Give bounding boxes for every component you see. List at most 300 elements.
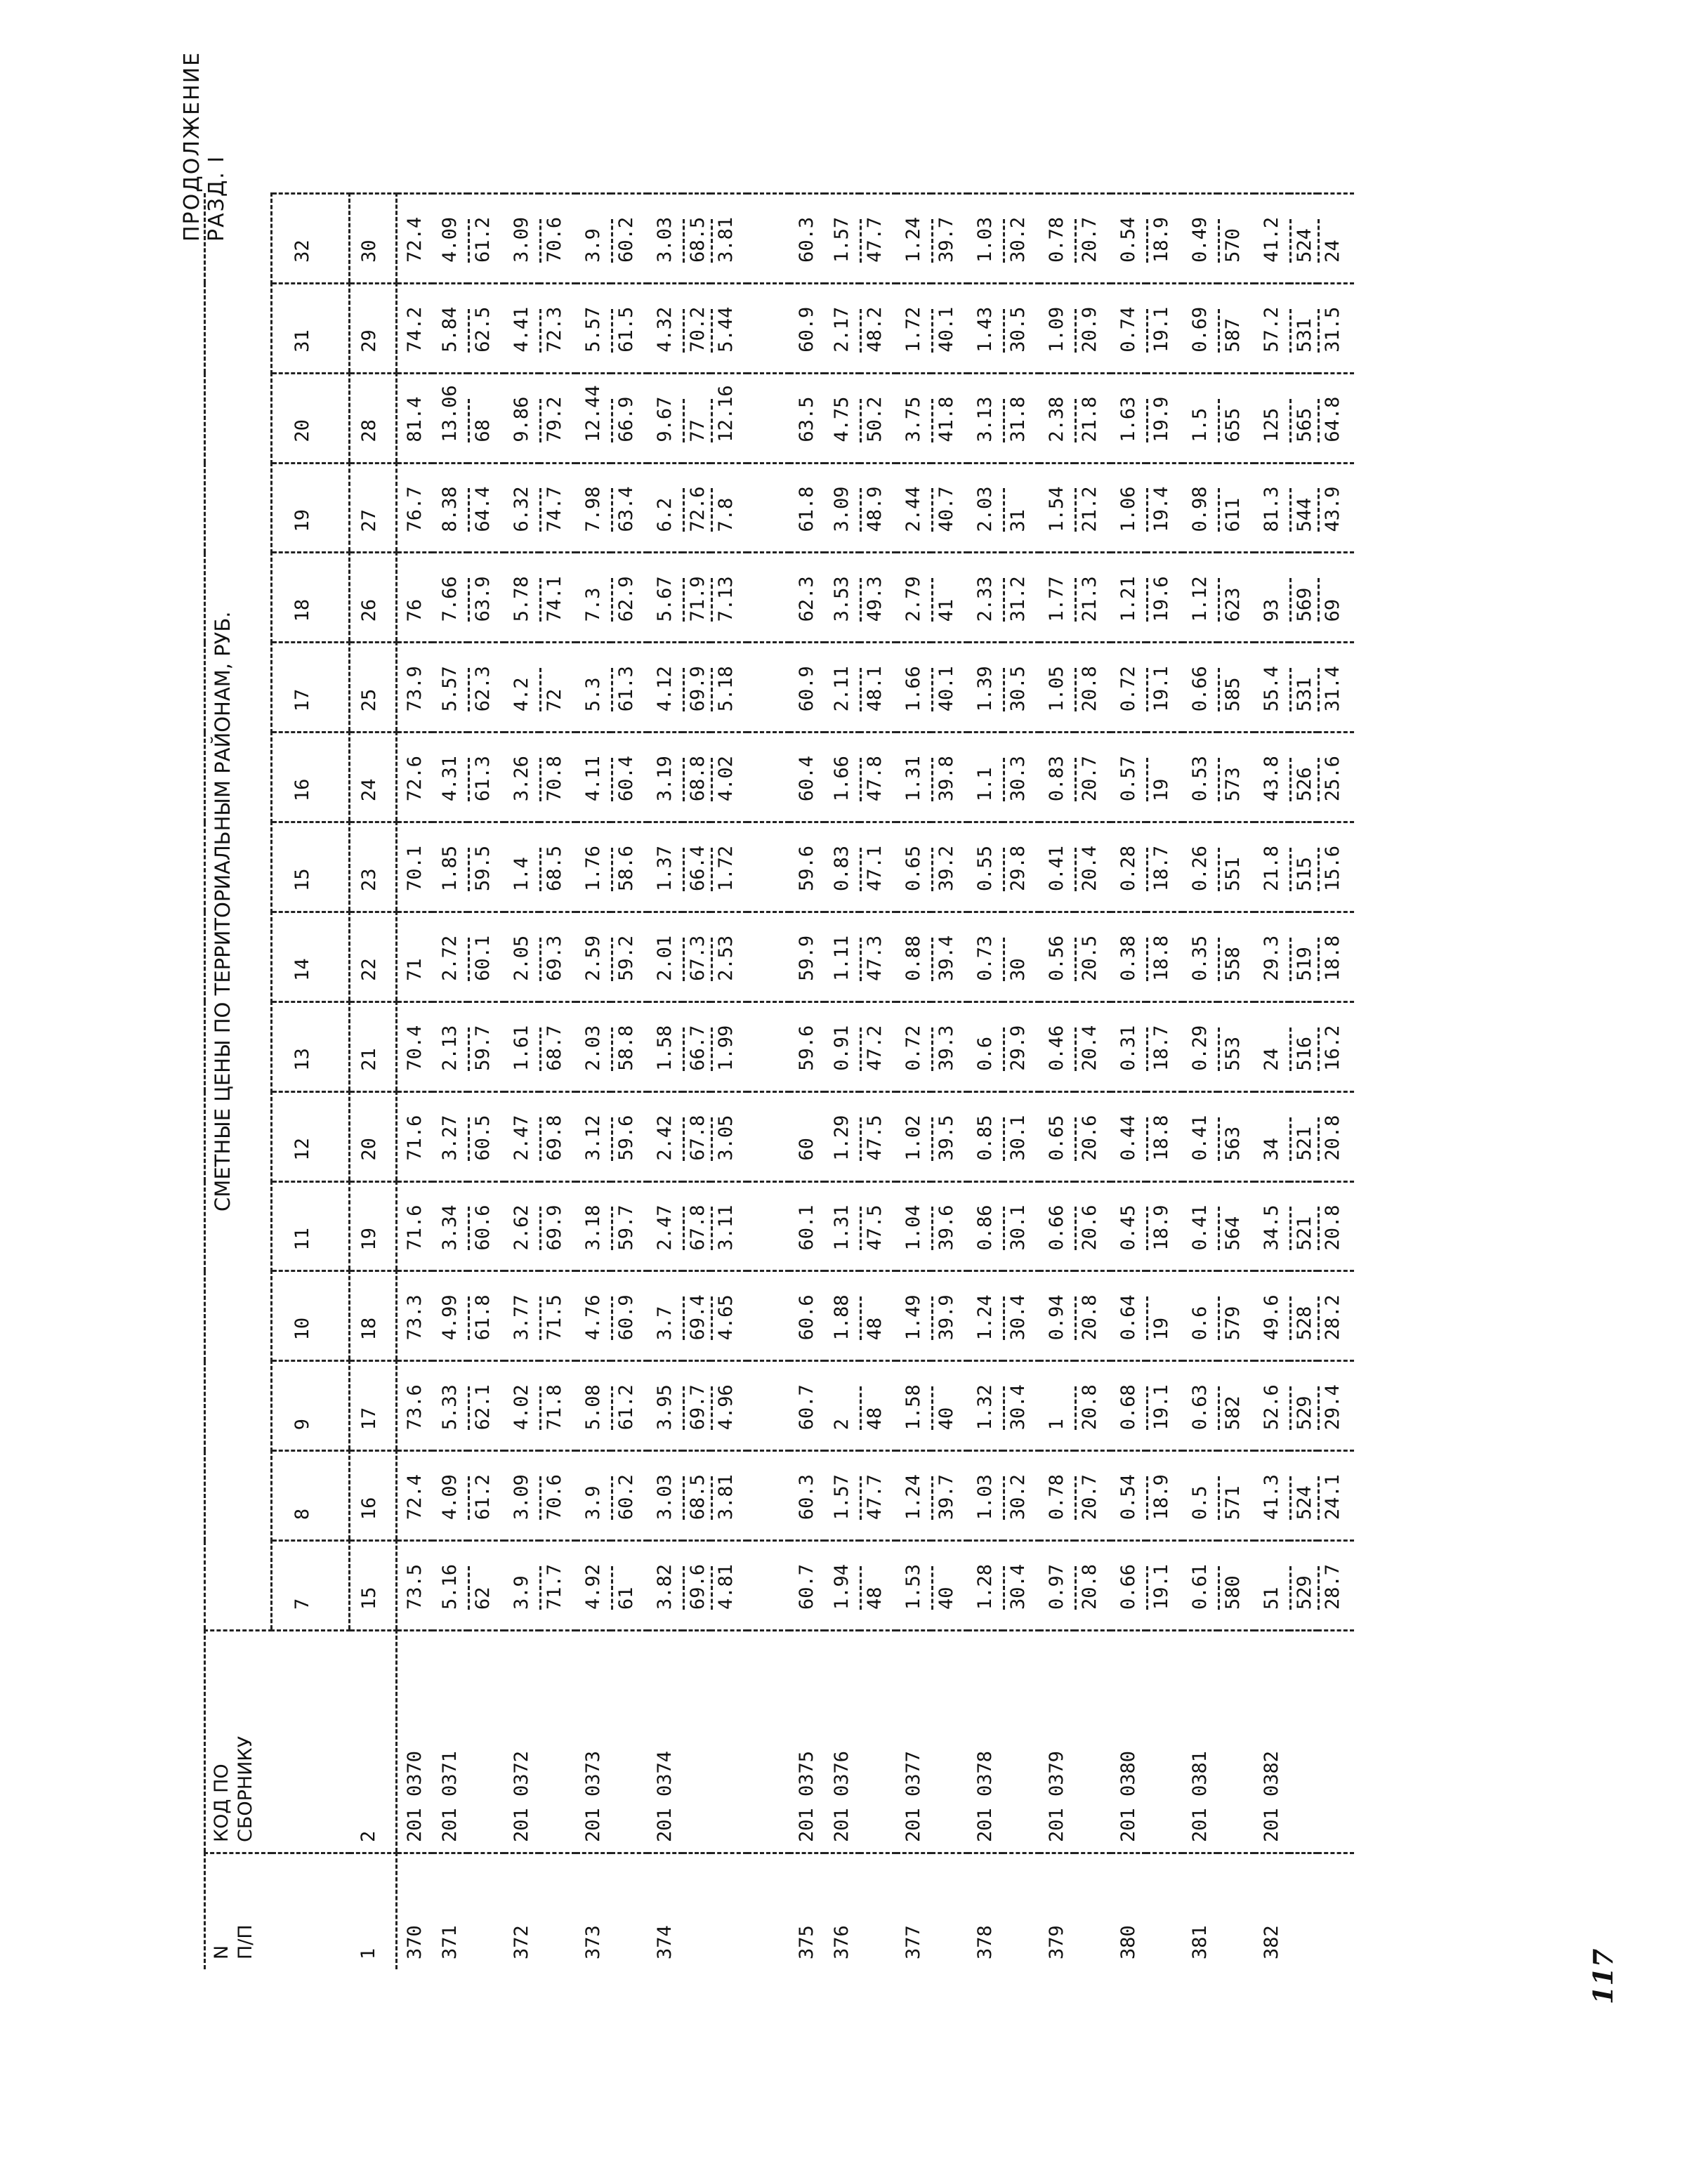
- price-value: 63.4: [615, 486, 637, 532]
- price-value: 19.1: [1150, 306, 1172, 353]
- price-value: 16.2: [1322, 1025, 1344, 1071]
- price-value: 59.6: [615, 1115, 637, 1161]
- column-index-19: 19: [350, 1181, 397, 1271]
- dash-separator: [468, 489, 470, 532]
- table-row: [397, 194, 433, 1970]
- price-value: 587: [1222, 317, 1244, 353]
- price-value: 0.55: [974, 845, 996, 891]
- dash-separator: [1218, 578, 1220, 622]
- price-value: 0.54: [1117, 216, 1139, 263]
- dash-separator: [1075, 399, 1077, 442]
- column-index-30: 30: [350, 194, 397, 284]
- price-value: 5.44: [715, 306, 737, 353]
- price-value: 60.4: [615, 756, 637, 802]
- dash-separator: [1075, 1296, 1077, 1340]
- price-value: 60.9: [796, 306, 817, 353]
- dash-separator: [539, 1117, 541, 1161]
- price-value: 48: [864, 1317, 886, 1341]
- price-value: 69.9: [544, 1204, 565, 1251]
- dash-separator: [711, 848, 713, 891]
- price-value: 1.43: [974, 306, 996, 353]
- price-value: 71.6: [404, 1115, 426, 1161]
- price-value: 13.06: [439, 385, 461, 442]
- price-value: 64.4: [472, 486, 494, 532]
- price-value: 0.65: [902, 845, 924, 891]
- header-zone-17: 17: [272, 643, 350, 733]
- row-code: 201 0371: [433, 1631, 468, 1853]
- dash-separator: [1218, 1386, 1220, 1430]
- price-value: 2.47: [654, 1204, 676, 1251]
- price-value: 4.81: [715, 1563, 737, 1610]
- dash-separator: [711, 1566, 713, 1610]
- price-value: 60.7: [796, 1563, 817, 1610]
- price-value: 66.7: [687, 1025, 709, 1071]
- price-value: 67.8: [687, 1115, 709, 1161]
- price-value: 655: [1222, 407, 1244, 442]
- price-value: 18.7: [1150, 845, 1172, 891]
- price-value: 39.6: [935, 1204, 957, 1251]
- price-value: 0.41: [1189, 1115, 1211, 1161]
- price-value: 2.33: [974, 576, 996, 622]
- column-index-22: 22: [350, 912, 397, 1002]
- price-value: 558: [1222, 947, 1244, 981]
- price-value: 24: [1322, 239, 1344, 263]
- price-value: 48: [864, 1587, 886, 1610]
- dash-separator: [711, 668, 713, 711]
- price-value: 20.8: [1079, 1384, 1101, 1431]
- price-value: 71.7: [544, 1563, 565, 1610]
- price-value: 1.24: [902, 216, 924, 263]
- price-value: 569: [1294, 587, 1315, 622]
- price-value: 59.2: [615, 935, 637, 981]
- price-value: 0.61: [1189, 1563, 1211, 1610]
- price-value: 70.2: [687, 306, 709, 353]
- price-value: 1.21: [1117, 576, 1139, 622]
- price-value: 3.26: [511, 756, 532, 802]
- dash-separator: [1318, 309, 1320, 353]
- price-value: 551: [1222, 857, 1244, 891]
- price-value: 0.74: [1117, 306, 1139, 353]
- price-value: 2.13: [439, 1025, 461, 1071]
- price-value: 62.9: [615, 576, 637, 622]
- price-value: 4.11: [582, 756, 604, 802]
- price-value: 4.12: [654, 666, 676, 712]
- price-value: 30: [1007, 958, 1029, 981]
- dash-separator: [468, 848, 470, 891]
- price-value: 59.6: [796, 1025, 817, 1071]
- dash-separator: [468, 309, 470, 353]
- price-value: 71.6: [404, 1204, 426, 1251]
- price-value: 1.4: [511, 857, 532, 891]
- header-zone-12: 12: [272, 1091, 350, 1181]
- price-value: 60.3: [796, 1474, 817, 1521]
- dash-separator: [860, 309, 862, 353]
- price-value: 64.8: [1322, 396, 1344, 442]
- price-value: 5.18: [715, 666, 737, 712]
- dash-separator: [860, 219, 862, 263]
- price-value: 0.41: [1046, 845, 1068, 891]
- price-value: 1.94: [831, 1563, 853, 1610]
- dash-separator: [539, 1296, 541, 1340]
- dash-separator: [611, 1296, 613, 1340]
- price-value: 20.8: [1079, 1294, 1101, 1341]
- price-value: 0.41: [1189, 1204, 1211, 1251]
- header-zone-11: 11: [272, 1181, 350, 1271]
- table-row: [860, 194, 896, 1970]
- price-value: 20.8: [1079, 666, 1101, 712]
- dash-separator: [468, 1207, 470, 1251]
- price-value: 4.32: [654, 306, 676, 353]
- price-value: 0.56: [1046, 935, 1068, 981]
- price-value: 41: [935, 598, 957, 622]
- dash-separator: [1146, 1296, 1148, 1340]
- dash-separator: [711, 309, 713, 353]
- price-value: 61.2: [615, 1384, 637, 1431]
- price-value: 31: [1007, 508, 1029, 532]
- dash-separator: [931, 1117, 933, 1161]
- price-value: 7.66: [439, 576, 461, 622]
- price-value: 62.1: [472, 1384, 494, 1431]
- price-value: 0.83: [1046, 756, 1068, 802]
- price-value: 1.88: [831, 1294, 853, 1341]
- dash-separator: [860, 1566, 862, 1610]
- dash-separator: [1218, 1027, 1220, 1071]
- dash-separator: [611, 399, 613, 442]
- dash-separator: [860, 1027, 862, 1071]
- price-value: 30.1: [1007, 1115, 1029, 1161]
- dash-separator: [1146, 848, 1148, 891]
- price-value: 31.2: [1007, 576, 1029, 622]
- price-value: 3.09: [511, 1474, 532, 1521]
- price-value: 20.5: [1079, 935, 1101, 981]
- price-value: 19.1: [1150, 1563, 1172, 1610]
- dash-separator: [1003, 489, 1005, 532]
- price-value: 2.38: [1046, 396, 1068, 442]
- row-number: 381: [1183, 1853, 1218, 1970]
- dash-separator: [468, 1296, 470, 1340]
- price-value: 73.3: [404, 1294, 426, 1341]
- price-value: 60: [796, 1138, 817, 1161]
- row-code: 201 0379: [1039, 1631, 1075, 1853]
- price-value: 76.7: [404, 486, 426, 532]
- price-value: 59.5: [472, 845, 494, 891]
- price-value: 31.5: [1322, 306, 1344, 353]
- dash-separator: [468, 578, 470, 622]
- dash-separator: [860, 668, 862, 711]
- row-code: 201 0370: [397, 1631, 433, 1853]
- dash-separator: [1318, 219, 1320, 263]
- price-value: 563: [1222, 1126, 1244, 1161]
- price-value: 521: [1294, 1216, 1315, 1251]
- dash-separator: [611, 668, 613, 711]
- price-value: 74.7: [544, 486, 565, 532]
- dash-separator: [611, 578, 613, 622]
- dash-separator: [1318, 1207, 1320, 1251]
- header-zone-10: 10: [272, 1271, 350, 1361]
- price-value: 70.4: [404, 1025, 426, 1071]
- price-value: 61.3: [615, 666, 637, 712]
- dash-separator: [468, 1117, 470, 1161]
- price-value: 516: [1294, 1036, 1315, 1071]
- price-value: 3.12: [582, 1115, 604, 1161]
- price-value: 0.72: [902, 1025, 924, 1071]
- price-value: 0.94: [1046, 1294, 1068, 1341]
- dash-separator: [539, 578, 541, 622]
- price-value: 61.2: [472, 1474, 494, 1521]
- header-zone-14: 14: [272, 912, 350, 1002]
- price-value: 47.1: [864, 845, 886, 891]
- dash-separator: [1003, 758, 1005, 801]
- dash-separator: [1289, 489, 1292, 532]
- dash-separator: [1146, 578, 1148, 622]
- price-value: 1.66: [902, 666, 924, 712]
- price-value: 1.39: [974, 666, 996, 712]
- dash-separator: [711, 1476, 713, 1520]
- dash-separator: [1003, 848, 1005, 891]
- price-value: 43.8: [1261, 756, 1282, 802]
- price-value: 68.7: [544, 1025, 565, 1071]
- price-value: 0.78: [1046, 1474, 1068, 1521]
- price-value: 74.1: [544, 576, 565, 622]
- price-value: 1.12: [1189, 576, 1211, 622]
- price-value: 47.5: [864, 1115, 886, 1161]
- price-value: 47.7: [864, 1474, 886, 1521]
- price-value: 1.99: [715, 1025, 737, 1071]
- price-value: 0.91: [831, 1025, 853, 1071]
- price-value: 60.3: [796, 216, 817, 263]
- dash-separator: [711, 1117, 713, 1161]
- price-value: 564: [1222, 1216, 1244, 1251]
- price-value: 2.62: [511, 1204, 532, 1251]
- price-value: 3.03: [654, 1474, 676, 1521]
- row-number: 375: [789, 1853, 825, 1970]
- price-value: 0.66: [1189, 666, 1211, 712]
- price-value: 526: [1294, 767, 1315, 802]
- dash-separator: [1289, 1386, 1292, 1430]
- dash-separator: [1003, 1027, 1005, 1071]
- price-value: 1.31: [902, 756, 924, 802]
- price-value: 59.9: [796, 935, 817, 981]
- dash-separator: [1075, 848, 1077, 891]
- row-code: 201 0377: [896, 1631, 931, 1853]
- price-value: 60.2: [615, 1474, 637, 1521]
- price-value: 0.28: [1117, 845, 1139, 891]
- price-value: 3.75: [902, 396, 924, 442]
- price-value: 29.8: [1007, 845, 1029, 891]
- dash-separator: [1146, 489, 1148, 532]
- price-value: 30.1: [1007, 1204, 1029, 1251]
- price-value: 47.7: [864, 216, 886, 263]
- price-value: 0.68: [1117, 1384, 1139, 1431]
- dash-separator: [711, 219, 713, 263]
- price-value: 571: [1222, 1485, 1244, 1521]
- price-value: 62.3: [472, 666, 494, 712]
- price-value: 3.11: [715, 1204, 737, 1251]
- price-value: 29.3: [1261, 935, 1282, 981]
- dash-separator: [711, 578, 713, 622]
- price-value: 0.35: [1189, 935, 1211, 981]
- price-value: 18.9: [1150, 216, 1172, 263]
- dash-separator: [611, 489, 613, 532]
- price-value: 15.6: [1322, 845, 1344, 891]
- price-value: 1.31: [831, 1204, 853, 1251]
- column-index-28: 28: [350, 373, 397, 463]
- price-value: 21.8: [1261, 845, 1282, 891]
- dash-separator: [1075, 309, 1077, 353]
- price-value: 61.3: [472, 756, 494, 802]
- dash-separator: [931, 848, 933, 891]
- dash-separator: [468, 1027, 470, 1071]
- dash-separator: [1289, 309, 1292, 353]
- price-value: 39.3: [935, 1025, 957, 1071]
- dash-separator: [931, 219, 933, 263]
- row-code: 201 0376: [825, 1631, 860, 1853]
- price-value: 1.11: [831, 935, 853, 981]
- dash-separator: [683, 219, 685, 263]
- price-value: 67.3: [687, 935, 709, 981]
- row-number: 379: [1039, 1853, 1075, 1970]
- price-value: 62.3: [796, 576, 817, 622]
- column-index-18: 18: [350, 1271, 397, 1361]
- dash-separator: [611, 848, 613, 891]
- table-row: [1075, 194, 1111, 1970]
- price-value: 62: [472, 1587, 494, 1610]
- price-value: 0.53: [1189, 756, 1211, 802]
- price-value: 3.95: [654, 1384, 676, 1431]
- dash-separator: [1075, 578, 1077, 622]
- price-value: 20.8: [1322, 1115, 1344, 1161]
- price-value: 1.66: [831, 756, 853, 802]
- price-value: 4.09: [439, 216, 461, 263]
- price-value: 60.9: [796, 666, 817, 712]
- price-value: 60.6: [472, 1204, 494, 1251]
- price-value: 1.77: [1046, 576, 1068, 622]
- dash-separator: [1003, 219, 1005, 263]
- dash-separator: [1218, 1117, 1220, 1161]
- table-row: [539, 194, 576, 1970]
- price-value: 66.4: [687, 845, 709, 891]
- price-value: 34: [1261, 1138, 1282, 1161]
- price-value: 5.84: [439, 306, 461, 353]
- dash-separator: [931, 938, 933, 981]
- price-value: 2.53: [715, 935, 737, 981]
- price-value: 18.7: [1150, 1025, 1172, 1071]
- dash-separator: [539, 848, 541, 891]
- table-row: [648, 194, 683, 1970]
- price-value: 1.24: [902, 1474, 924, 1521]
- price-value: 4.76: [582, 1294, 604, 1341]
- price-value: 49.6: [1261, 1294, 1282, 1341]
- price-value: 2.79: [902, 576, 924, 622]
- price-value: 1.02: [902, 1115, 924, 1161]
- price-value: 79.2: [544, 396, 565, 442]
- header-zones-title: СМЕТНЫЕ ЦЕНЫ ПО ТЕРРИТОРИАЛЬНЫМ РАЙОНАМ, РУБ.: [205, 194, 272, 1631]
- price-value: 0.73: [974, 935, 996, 981]
- dash-separator: [468, 668, 470, 711]
- price-value: 0.57: [1117, 756, 1139, 802]
- price-value: 81.3: [1261, 486, 1282, 532]
- price-value: 69.8: [544, 1115, 565, 1161]
- price-value: 30.2: [1007, 1474, 1029, 1521]
- price-value: 515: [1294, 857, 1315, 891]
- price-value: 7.8: [715, 497, 737, 532]
- column-index-23: 23: [350, 822, 397, 912]
- price-value: 39.9: [935, 1294, 957, 1341]
- dash-separator: [711, 1207, 713, 1251]
- price-value: 61.8: [472, 1294, 494, 1341]
- price-value: 3.9: [582, 228, 604, 263]
- dash-separator: [539, 938, 541, 981]
- dash-separator: [860, 848, 862, 891]
- price-value: 4.99: [439, 1294, 461, 1341]
- price-value: 39.8: [935, 756, 957, 802]
- dash-separator: [1318, 668, 1320, 711]
- price-value: 8.38: [439, 486, 461, 532]
- column-index-1: 1: [350, 1853, 397, 1970]
- dash-separator: [1003, 309, 1005, 353]
- dash-separator: [1075, 1027, 1077, 1071]
- dash-separator: [860, 1296, 862, 1340]
- price-value: 77: [687, 419, 709, 442]
- dash-separator: [539, 309, 541, 353]
- price-value: 528: [1294, 1306, 1315, 1341]
- price-value: 72: [544, 688, 565, 712]
- price-value: 4.41: [511, 306, 532, 353]
- dash-separator: [931, 1207, 933, 1251]
- price-value: 70.1: [404, 845, 426, 891]
- dash-separator: [860, 1207, 862, 1251]
- continuation-title: ПРОДОЛЖЕНИЕ РАЗД. I: [180, 51, 229, 242]
- price-value: 5.57: [582, 306, 604, 353]
- price-value: 68.5: [544, 845, 565, 891]
- dash-separator: [683, 668, 685, 711]
- price-value: 1.61: [511, 1025, 532, 1071]
- price-value: 0.31: [1117, 1025, 1139, 1071]
- price-value: 3.77: [511, 1294, 532, 1341]
- price-value: 0.72: [1117, 666, 1139, 712]
- dash-separator: [1318, 1117, 1320, 1161]
- dash-separator: [1218, 1296, 1220, 1340]
- dash-separator: [1146, 309, 1148, 353]
- price-value: 0.97: [1046, 1563, 1068, 1610]
- header-zone-32: 32: [272, 194, 350, 284]
- dash-separator: [611, 1207, 613, 1251]
- page-number: 117: [1587, 1948, 1619, 2004]
- dash-separator: [1075, 1386, 1077, 1430]
- price-value: 4.2: [511, 677, 532, 712]
- price-value: 0.66: [1117, 1563, 1139, 1610]
- price-value: 19: [1150, 1317, 1172, 1341]
- price-value: 2.17: [831, 306, 853, 353]
- price-value: 5.33: [439, 1384, 461, 1431]
- dash-separator: [611, 938, 613, 981]
- price-value: 60.1: [472, 935, 494, 981]
- price-value: 25.6: [1322, 756, 1344, 802]
- dash-separator: [860, 1386, 862, 1430]
- header-zone-16: 16: [272, 733, 350, 822]
- price-value: 1.85: [439, 845, 461, 891]
- price-value: 20.7: [1079, 1474, 1101, 1521]
- dash-separator: [1003, 578, 1005, 622]
- price-value: 48.1: [864, 666, 886, 712]
- price-value: 30.3: [1007, 756, 1029, 802]
- dash-separator: [1318, 1566, 1320, 1610]
- dash-separator: [1218, 848, 1220, 891]
- dash-separator: [1075, 1207, 1077, 1251]
- price-value: 18.8: [1322, 935, 1344, 981]
- column-index-17: 17: [350, 1361, 397, 1451]
- price-value: 73.9: [404, 666, 426, 712]
